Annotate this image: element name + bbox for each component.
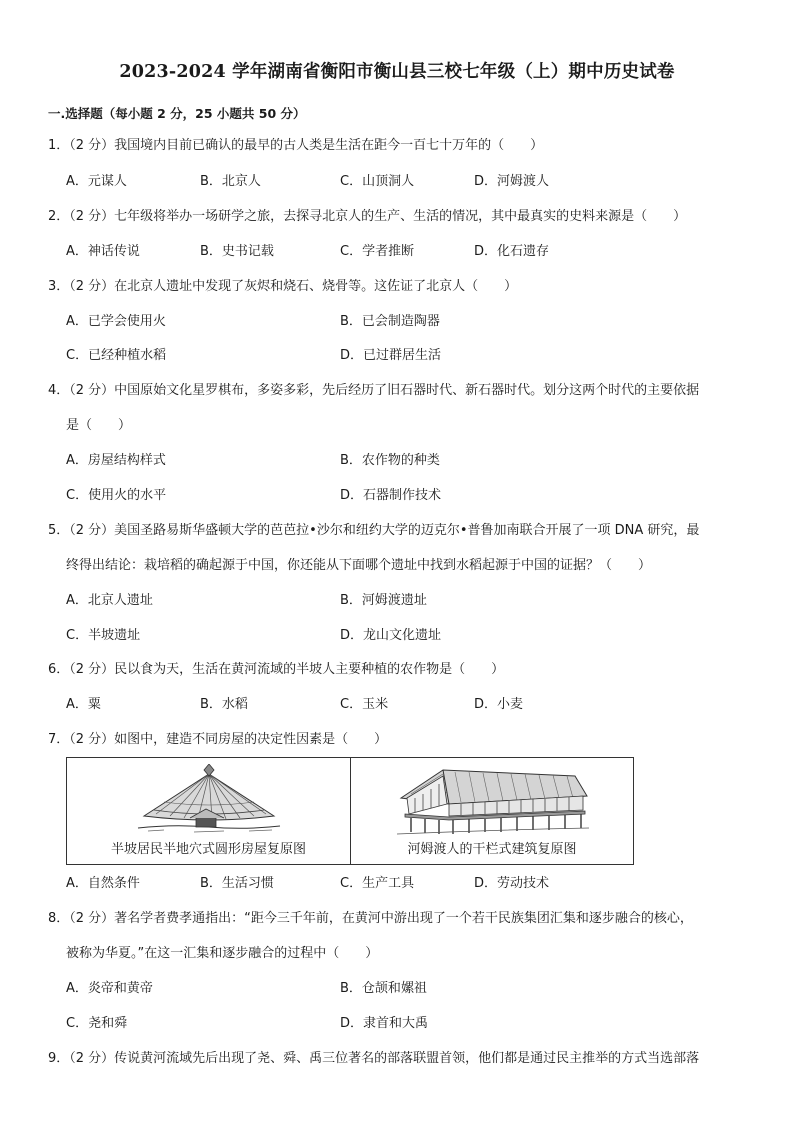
hemudu-house-figure (351, 758, 633, 864)
question-1-option-d[interactable]: D．河姆渡人 (474, 174, 550, 189)
figure-caption-banpo: 半坡居民半地穴式圆形房屋复原图 (110, 842, 306, 857)
question-5-option-d[interactable]: D．龙山文化遗址 (340, 628, 442, 643)
question-8-option-b[interactable]: B．仓颉和嫘祖 (340, 981, 427, 996)
question-1-stem: 1．（2 分）我国境内目前已确认的最早的古人类是生活在距今一百七十万年的（ ） (48, 138, 544, 153)
question-2-option-d[interactable]: D．化石遗存 (474, 244, 550, 259)
question-4-stem-continued: 是（ ） (66, 418, 132, 433)
question-4-stem: 4．（2 分）中国原始文化星罗棋布，多姿多彩，先后经历了旧石器时代、新石器时代。划分这两个时代的主要依据 (48, 383, 700, 398)
question-6-option-b[interactable]: B．水稻 (200, 697, 248, 712)
question-7-figure-table (66, 757, 634, 865)
question-6-option-a[interactable]: A．粟 (66, 697, 101, 712)
question-4-option-d[interactable]: D．石器制作技术 (340, 488, 442, 503)
exam-title: 2023-2024 学年湖南省衡阳市衡山县三校七年级（上）期中历史试卷 (119, 62, 675, 82)
question-4-option-a[interactable]: A．房屋结构样式 (66, 453, 166, 468)
question-1-option-b[interactable]: B．北京人 (200, 174, 261, 189)
question-3-stem: 3．（2 分）在北京人遗址中发现了灰烬和烧石、烧骨等。这佐证了北京人（ ） (48, 279, 518, 294)
question-6-option-c[interactable]: C．玉米 (340, 697, 389, 712)
question-3-option-b[interactable]: B．已会制造陶器 (340, 314, 440, 329)
question-3-option-d[interactable]: D．已过群居生活 (340, 348, 442, 363)
question-4-option-c[interactable]: C．使用火的水平 (66, 488, 167, 503)
banpo-round-house-illustration (134, 764, 284, 836)
question-2-stem: 2．（2 分）七年级将举办一场研学之旅，去探寻北京人的生产、生活的情况，其中最真实的史料来源是（ ） (48, 209, 687, 224)
banpo-house-figure (67, 758, 351, 864)
question-5-stem: 5．（2 分）美国圣路易斯华盛顿大学的芭芭拉•沙尔和纽约大学的迈克尔•普鲁加南联合开展了一项 DNA 研究，最 (48, 523, 700, 538)
question-1-option-a[interactable]: A．元谋人 (66, 174, 127, 189)
question-8-option-d[interactable]: D．隶首和大禹 (340, 1016, 429, 1031)
question-7-option-c[interactable]: C．生产工具 (340, 876, 415, 891)
hemudu-stilt-house-illustration (391, 764, 591, 838)
question-2-option-c[interactable]: C．学者推断 (340, 244, 415, 259)
question-1-option-c[interactable]: C．山顶洞人 (340, 174, 415, 189)
question-5-option-a[interactable]: A．北京人遗址 (66, 593, 153, 608)
question-7-option-d[interactable]: D．劳动技术 (474, 876, 550, 891)
question-8-option-c[interactable]: C．尧和舜 (66, 1016, 128, 1031)
question-6-option-d[interactable]: D．小麦 (474, 697, 524, 712)
question-3-option-a[interactable]: A．已学会使用火 (66, 314, 166, 329)
question-7-stem: 7．（2 分）如图中，建造不同房屋的决定性因素是（ ） (48, 732, 388, 747)
question-6-stem: 6．（2 分）民以食为天，生活在黄河流域的半坡人主要种植的农作物是（ ） (48, 662, 505, 677)
question-7-option-a[interactable]: A．自然条件 (66, 876, 140, 891)
question-5-option-c[interactable]: C．半坡遗址 (66, 628, 141, 643)
question-8-stem-continued: 被称为华夏。”在这一汇集和逐步融合的过程中（ ） (66, 946, 379, 961)
question-9-stem: 9．（2 分）传说黄河流域先后出现了尧、舜、禹三位著名的部落联盟首领，他们都是通过民主推举的方式当选部落 (48, 1051, 700, 1066)
question-2-option-b[interactable]: B．史书记载 (200, 244, 274, 259)
question-8-stem: 8．（2 分）著名学者费孝通指出：“距今三千年前，在黄河中游出现了一个若干民族集团汇集和逐步融合的核心， (48, 911, 693, 926)
question-4-option-b[interactable]: B．农作物的种类 (340, 453, 440, 468)
question-2-option-a[interactable]: A．神话传说 (66, 244, 140, 259)
question-3-option-c[interactable]: C．已经种植水稻 (66, 348, 167, 363)
question-8-option-a[interactable]: A．炎帝和黄帝 (66, 981, 153, 996)
question-5-option-b[interactable]: B．河姆渡遗址 (340, 593, 427, 608)
figure-caption-hemudu: 河姆渡人的干栏式建筑复原图 (407, 842, 577, 857)
question-5-stem-continued: 终得出结论：栽培稻的确起源于中国，你还能从下面哪个遗址中找到水稻起源于中国的证据？（ ） (66, 558, 652, 573)
question-7-option-b[interactable]: B．生活习惯 (200, 876, 274, 891)
section-heading: 一.选择题（每小题 2 分，25 小题共 50 分） (48, 106, 306, 121)
